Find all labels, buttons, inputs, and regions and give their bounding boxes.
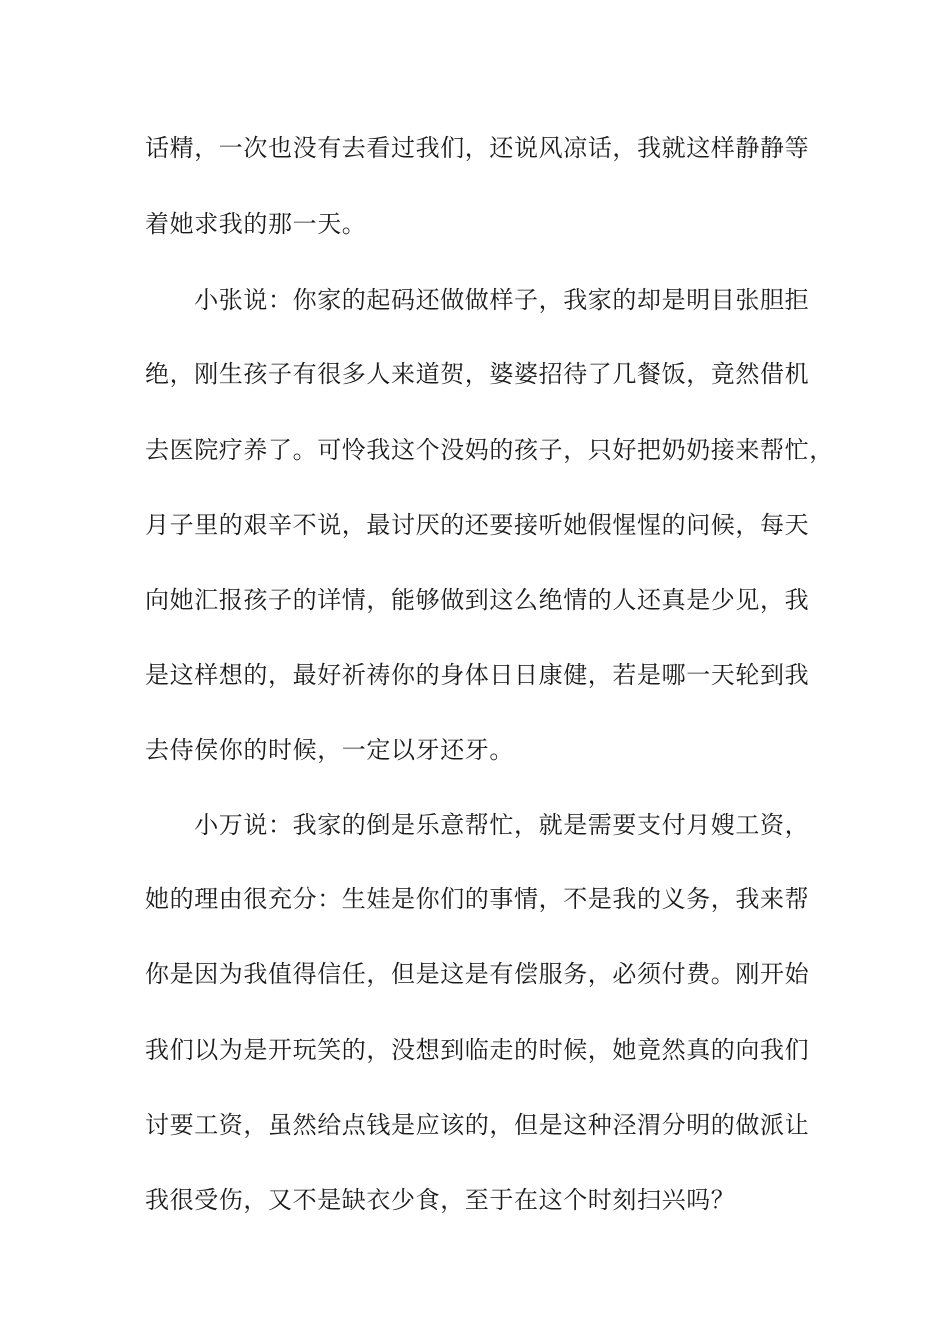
paragraph-start-line: 小万说：我家的倒是乐意帮忙，就是需要支付月嫂工资， — [145, 811, 810, 839]
text-line: 我们以为是开玩笑的，没想到临走的时候，她竟然真的向我们 — [145, 1036, 810, 1064]
text-line: 着她求我的那一天。 — [145, 210, 367, 238]
text-line: 绝，刚生孩子有很多人来道贺，婆婆招待了几餐饭，竟然借机 — [145, 360, 810, 388]
text-line: 你是因为我值得信任，但是这是有偿服务，必须付费。刚开始 — [145, 960, 810, 988]
text-line: 月子里的艰辛不说，最讨厌的还要接听她假惺惺的问候，每天 — [145, 511, 810, 539]
text-line: 她的理由很充分：生娃是你们的事情，不是我的义务，我来帮 — [145, 885, 810, 913]
text-line: 向她汇报孩子的详情，能够做到这么绝情的人还真是少见，我 — [145, 586, 810, 614]
text-line: 讨要工资，虽然给点钱是应该的，但是这种泾渭分明的做派让 — [145, 1111, 810, 1139]
paragraph-start-line: 小张说：你家的起码还做做样子，我家的却是明目张胆拒 — [145, 286, 810, 314]
text-line: 我很受伤，又不是缺衣少食，至于在这个时刻扫兴吗？ — [145, 1186, 736, 1214]
text-line: 去侍侯你的时候，一定以牙还牙。 — [145, 736, 514, 764]
text-line: 去医院疗养了。可怜我这个没妈的孩子，只好把奶奶接来帮忙， — [145, 436, 834, 464]
text-line: 话精，一次也没有去看过我们，还说风凉话，我就这样静静等 — [145, 134, 810, 162]
text-line: 是这样想的，最好祈祷你的身体日日康健，若是哪一天轮到我 — [145, 661, 810, 689]
